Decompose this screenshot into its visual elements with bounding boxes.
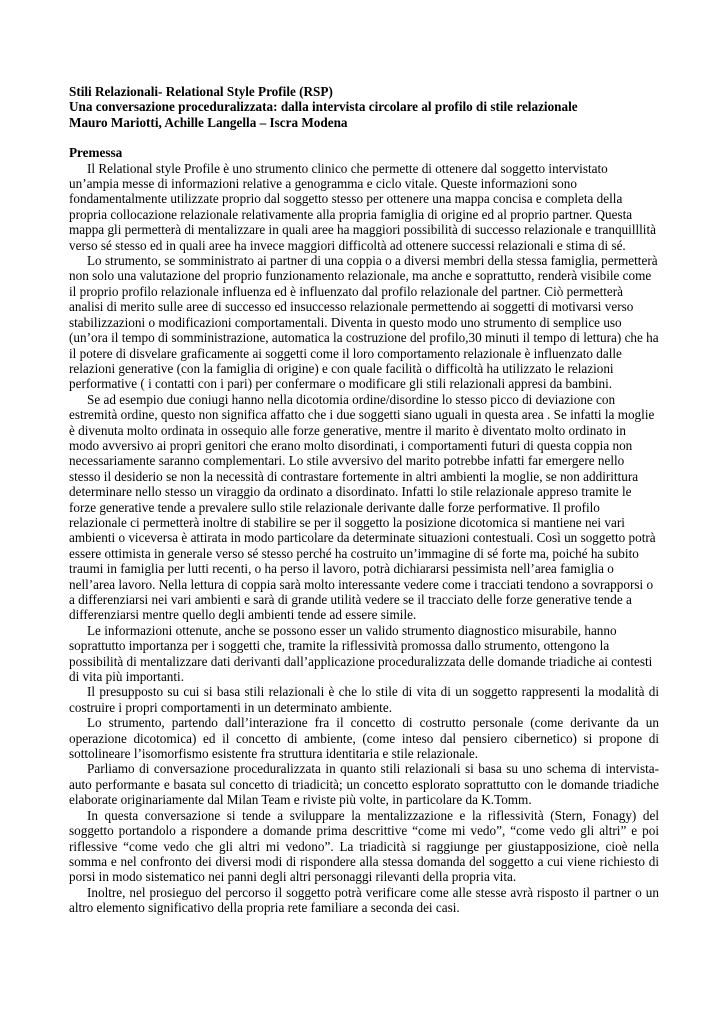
section-title: Premessa: [69, 145, 123, 161]
document-page: [69, 84, 659, 916]
title-block: [69, 84, 659, 130]
paragraph-5: Il presupposto su cui si basa stili relazionali è che lo stile di vita di un soggetto rappresenti la modalità di costruire i propri comportamenti in un determinato ambiente.: [69, 684, 659, 715]
paragraph-8: In questa conversazione si tende a sviluppare la mentalizzazione e la riflessività (Stern, Fonagy) del soggetto portandolo a rispondere a domande prima descrittive “come mi vedo”, “come vedo gli altri” e poi riflessive “come vedo che gli altri mi vedono”. La triadicità si raggiunge per giustapposizione, cioè nella somma e nel confronto dei diversi modi di rispondere alla stessa domanda del soggetto a cui viene richiesto di porsi in modo sistematico nei panni degli altri personaggi rilevanti della propria vita.: [69, 807, 659, 885]
paragraph-3: Se ad esempio due coniugi hanno nella dicotomia ordine/disordine lo stesso picco di deviazione con estremità ordine, questo non significa affatto che i due soggetti siano uguali in questa area . Se infatti la moglie è divenuta molto ordinata in ossequio alle forze generative, mentre il marito è diventato molto ordinato in modo avversivo ai propri genitori che erano molto disordinati, i comportamenti futuri di questa coppia non necessariamente saranno complementari. Lo stile avversivo del marito potrebbe infatti far emergere nello stesso il desiderio se non la necessità di contrastare fortemente in altri ambienti la moglie, se non addirittura determinare nello stesso un viraggio da ordinato a disordinato. Infatti lo stile relazionale appreso tramite le forze generative tende a prevalere sullo stile relazionale derivante dalle forze performative. Il profilo relazionale ci permetterà inoltre di stabilire se per il soggetto la posizione dicotomica si mantiene nei vari ambienti o viceversa è attirata in modo particolare da determinate situazioni contestuali. Così un soggetto potrà essere ottimista in generale verso sé stesso perché ha costruito un’immagine di sé forte ma, poiché ha subito traumi in famiglia per lutti recenti, o ha perso il lavoro, potrà dichiararsi pessimista nell’area famiglia o nell’area lavoro. Nella lettura di coppia sarà molto interessante vedere come i tracciati tendono a sovrapporsi o a differenziarsi nei vari ambienti e sarà di grande utilità vedere se il tracciato delle forze generative tende a differenziarsi mentre quello degli ambienti tende ad essere simile.: [69, 391, 656, 623]
document-subtitle: Una conversazione proceduralizzata: dalla intervista circolare al profilo di stile relazionale: [69, 99, 578, 115]
paragraph-2: Lo strumento, se somministrato ai partner di una coppia o a diversi membri della stessa famiglia, permetterà non solo una valutazione del proprio funzionamento relazionale, ma anche e soprattutto, renderà visibile come il proprio profilo relazionale influenza ed è influenzato dal profilo relazionale del partner. Ciò permetterà analisi di merito sulle aree di successo ed insuccesso relazionale permettendo ai soggetti di motivarsi verso stabilizzazioni o modificazioni comportamentali. Diventa in questo modo uno strumento di semplice uso (un’ora il tempo di somministrazione, automatica la costruzione del profilo,30 minuti il tempo di lettura) che ha il potere di disvelare graficamente ai soggetti come il loro comportamento relazionale è influenzato dalle relazioni generative (con la famiglia di origine) e con quale facilità o difficoltà ha utilizzato le relazioni performative ( i contatti con i pari) per confermare o modificare gli stili relazionali appresi da bambini.: [69, 253, 659, 392]
document-title: Stili Relazionali- Relational Style Profile (RSP): [69, 84, 333, 99]
paragraph-1: Il Relational style Profile è uno strumento clinico che permette di ottenere dal soggetto intervistato un’ampia messe di informazioni relative a genogramma e ciclo vitale. Queste informazioni sono fondamentalmente utilizzate proprio dal soggetto stesso per ottenere una mappa concisa e completa della propria collocazione relazionale relativamente alla propria famiglia di origine ed al proprio partner. Questa mappa gli permetterà di mentalizzare in quali aree ha maggiori possibilità di successo relazionale e tranquilllità verso sé stesso ed in quali aree ha invece maggiori difficoltà ad ottenere successi relazionali e stima di sé.: [69, 160, 656, 253]
paragraph-9: Inoltre, nel prosieguo del percorso il soggetto potrà verificare come alle stesse avrà risposto il partner o un altro elemento significativo della propria rete familiare a seconda dei casi.: [69, 884, 659, 916]
paragraph-4: Le informazioni ottenute, anche se possono esser un valido strumento diagnostico misurabile, hanno soprattutto importanza per i soggetti che, tramite la riflessività promossa dallo strumento, ottengono la possibilità di mentalizzare dati derivanti dall’applicazione proceduralizzata delle domande triadiche ai contesti di vita più importanti.: [69, 622, 653, 685]
paragraph-6: Lo strumento, partendo dall’interazione fra il concetto di costrutto personale (come derivante da un operazione dicotomica) ed il concetto di ambiente, (come inteso dal pensiero cibernetico) si propone di sottolineare l’isomorfismo esistente fra struttura identitaria e stile relazionale.: [69, 715, 659, 762]
document-authors: Mauro Mariotti, Achille Langella – Iscra Modena: [69, 114, 348, 130]
paragraph-7: Parliamo di conversazione proceduralizzata in quanto stili relazionali si basa su uno schema di intervista-auto performante e basata sul concetto di triadicità; un concetto esplorato soprattutto con le domande triadiche elaborate originariamente dal Milan Team e riviste più volte, in particolare da K.Tomm.: [69, 761, 659, 808]
